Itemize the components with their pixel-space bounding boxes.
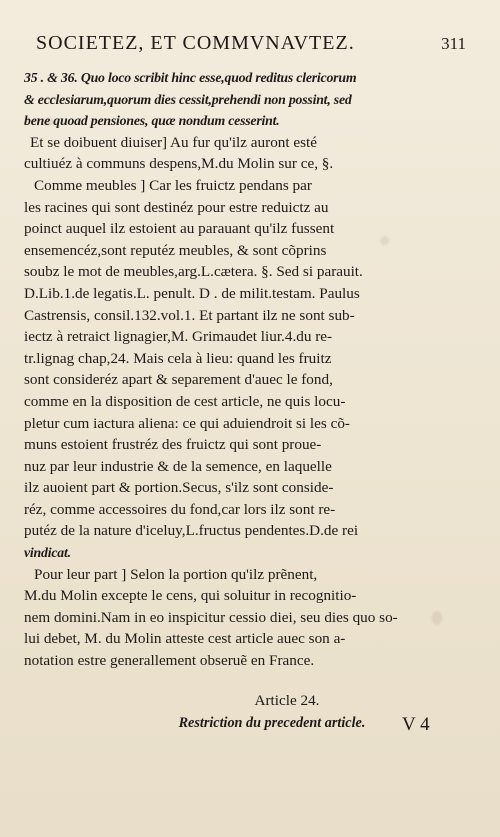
body-line-6: Comme meubles ] Car les fruictz pendans par [34, 176, 312, 194]
body-line-4: Et se doibuent diuiser] Au fur qu'ilz auront esté [30, 133, 318, 151]
body-line-8: poinct auquel ilz estoient au parauant qu'ilz fussent [24, 220, 335, 238]
running-head: SOCIETEZ, ET COMMVNAVTEZ. [36, 32, 355, 54]
article-heading: Article 24. [254, 691, 320, 709]
body-line-11: D.Lib.1.de legatis.L. penult. D . de milit.testam. Paulus [24, 284, 360, 302]
page-header [36, 32, 466, 60]
body-line-16: comme en la disposition de cest article, ne quis locu- [24, 392, 346, 410]
body-line-22: putéz de la nature d'iceluy,L.fructus pendentes.D.de rei [24, 522, 359, 540]
body-line-24: Pour leur part ] Selon la portion qu'ilz prẽnent, [34, 565, 318, 583]
signature-mark: V 4 [402, 714, 430, 735]
body-line-3: bene quoad pensiones, quæ nondum cesserint. [24, 113, 280, 129]
body-line-13: iectz à retraict lignagier,M. Grimaudet liur.4.du re- [24, 328, 333, 346]
body-line-17: pletur cum iactura aliena: ce qui aduiendroit si les cõ- [24, 414, 350, 432]
body-line-14: tr.lignag chap,24. Mais cela à lieu: quand les fruitz [24, 349, 332, 367]
body-line-23: vindicat. [24, 545, 71, 561]
body-line-28: notation estre generallement obseruẽ en France. [24, 652, 315, 670]
body-line-2: & ecclesiarum,quorum dies cessit,prehendi non possint, sed [24, 91, 352, 107]
restriction-heading: Restriction du precedent article. [178, 715, 366, 732]
page-number: 311 [441, 34, 466, 53]
body-line-21: réz, comme accessoires du fond,car lors ilz sont re- [24, 500, 336, 518]
body-line-9: ensemencéz,sont reputéz meubles, & sont cõprins [24, 241, 327, 259]
body-line-27: lui debet, M. du Molin atteste cest article auec son a- [24, 630, 346, 648]
page-body [24, 67, 476, 735]
body-line-10: soubz le mot de meubles,arg.L.cætera. §. Sed si parauit. [24, 263, 363, 281]
body-line-18: muns estoient frustréz des fruictz qui sont proue- [24, 436, 322, 454]
body-line-26: nem domini.Nam in eo inspicitur cessio diei, seu dies quo so- [24, 608, 398, 626]
body-line-7: les racines qui sont destinéz pour estre reduictz au [24, 198, 329, 216]
body-line-19: nuz par leur industrie & de la semence, en laquelle [24, 457, 332, 475]
body-line-12: Castrensis, consil.132.vol.1. Et partant ilz ne sont sub- [24, 306, 355, 324]
body-line-20: ilz auoient part & portion.Secus, s'ilz sont conside- [24, 479, 334, 497]
body-line-5: cultiuéz à communs despens,M.du Molin sur ce, §. [24, 155, 334, 173]
body-line-15: sont consideréz apart & separement d'auec le fond, [24, 371, 333, 389]
body-line-1: 35 . & 36. Quo loco scribit hinc esse,quod reditus clericorum [24, 70, 357, 85]
body-line-25: M.du Molin excepte le cens, qui soluitur in recognitio- [24, 587, 357, 605]
